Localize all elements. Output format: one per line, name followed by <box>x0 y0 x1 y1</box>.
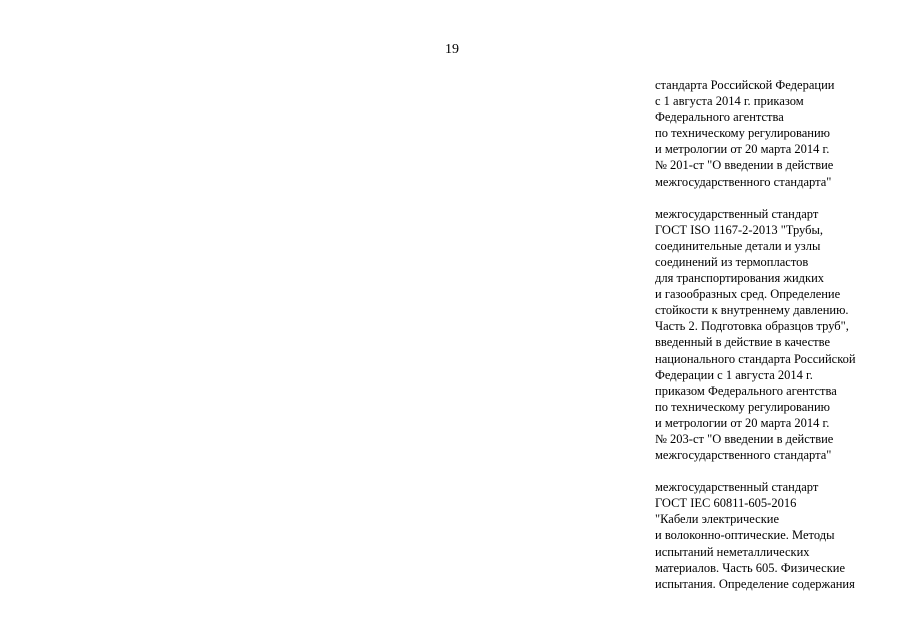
text-line: и газообразных сред. Определение <box>655 287 841 302</box>
text-line: межгосударственного стандарта" <box>655 448 832 463</box>
text-line: "Кабели электрические <box>655 512 780 527</box>
text-line: межгосударственного стандарта" <box>655 174 832 189</box>
text-line: приказом Федерального агентства <box>655 383 837 398</box>
text-line: по техническому регулированию <box>655 126 831 141</box>
text-line: соединительные детали и узлы <box>655 238 821 253</box>
text-line: стандарта Российской Федерации <box>655 78 835 92</box>
text-line: межгосударственный стандарт <box>655 206 819 221</box>
text-line: стойкости к внутреннему давлению. <box>655 303 849 318</box>
text-line: № 201-ст "О введении в действие <box>655 158 834 173</box>
paragraph-1 <box>655 77 900 190</box>
text-line: Федерации с 1 августа 2014 г. <box>655 367 813 382</box>
text-line: национального стандарта Российской <box>655 351 856 366</box>
text-line: ГОСТ IEC 60811-605-2016 <box>655 496 797 511</box>
text-line: по техническому регулированию <box>655 399 831 414</box>
text-line: ГОСТ ISO 1167-2-2013 "Трубы, <box>655 222 824 237</box>
text-line: испытания. Определение содержания <box>655 576 855 591</box>
text-line: соединений из термопластов <box>655 254 809 269</box>
text-line: и волоконно-оптические. Методы <box>655 528 835 543</box>
paragraph-2 <box>655 206 900 464</box>
text-line: межгосударственный стандарт <box>655 480 819 495</box>
text-line: и метрологии от 20 марта 2014 г. <box>655 415 830 430</box>
text-line: № 203-ст "О введении в действие <box>655 431 834 446</box>
text-line: для транспортирования жидких <box>655 271 825 286</box>
text-line: и метрологии от 20 марта 2014 г. <box>655 142 830 157</box>
text-line: Часть 2. Подготовка образцов труб", <box>655 319 849 334</box>
text-line: с 1 августа 2014 г. приказом <box>655 94 804 109</box>
paragraph-3 <box>655 479 900 592</box>
text-line: испытаний неметаллических <box>655 544 810 559</box>
text-line: введенный в действие в качестве <box>655 335 831 350</box>
page-number: 19 <box>445 42 459 57</box>
document-text-column <box>655 77 900 608</box>
text-line: материалов. Часть 605. Физические <box>655 560 846 575</box>
text-line: Федерального агентства <box>655 110 784 125</box>
